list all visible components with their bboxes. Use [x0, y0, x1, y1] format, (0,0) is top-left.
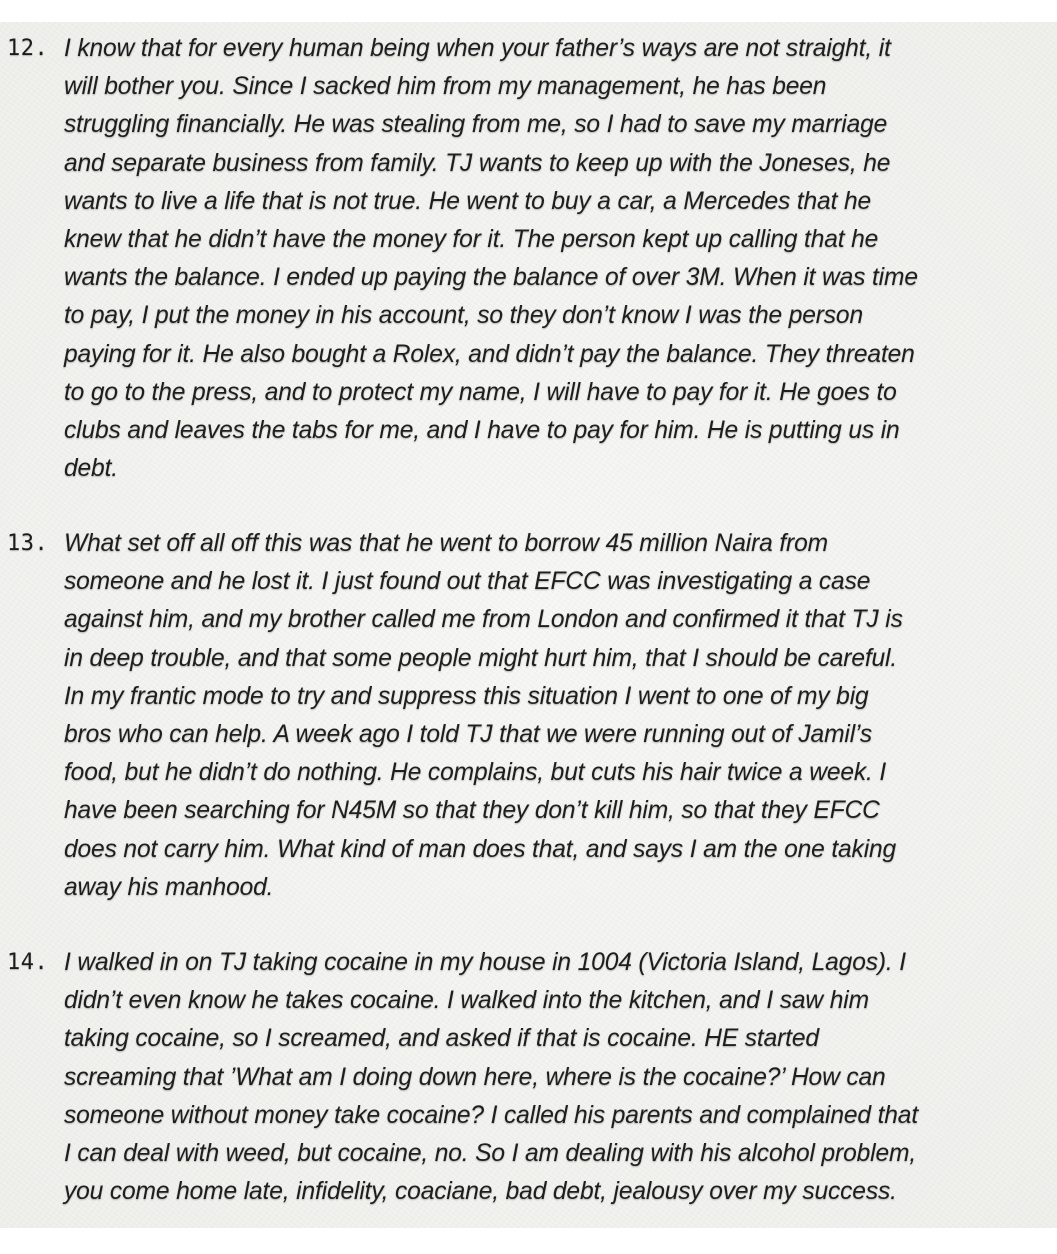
- item-paragraph: I know that for every human being when your father’s ways are not straight, it will bother you. Since I sacked him from my management, he has been struggling financially. He was stealing from me, so I had to save my marriage and separate business from family. TJ wants to keep up with the Joneses, he wants to live a life that is not true. He went to buy a car, a Mercedes that he knew that he didn’t have the money for it. The person kept up calling that he wants the balance. I ended up paying the balance of over 3M. When it was time to pay, I put the money in his account, so they don’t know I was the person paying for it. He also bought a Rolex, and didn’t pay the balance. They threaten to go to the press, and to protect my name, I will have to pay for it. He goes to clubs and leaves the tabs for me, and I have to pay for him. He is putting us in debt.: [64, 35, 918, 483]
- item-paragraph: What set off all off this was that he went to borrow 45 million Naira from someone and he lost it. I just found out that EFCC was investigating a case against him, and my brother called me from London and confirmed it that TJ is in deep trouble, and that some people might hurt him, that I should be careful. In my frantic mode to try and suppress this situation I went to one of my big bros who can help. A week ago I told TJ that we were running out of Jamil’s food, but he didn’t do nothing. He complains, but cuts his hair twice a week. I have been searching for N45M so that they don’t kill him, so that they EFCC does not carry him. What kind of man does that, and says I am the one taking away his manhood.: [64, 530, 903, 901]
- item-paragraph: I walked in on TJ taking cocaine in my house in 1004 (Victoria Island, Lagos). I didn’t even know he takes cocaine. I walked into the kitchen, and I saw him taking cocaine, so I screamed, and asked if that is cocaine. HE started screaming that ’What am I doing down here, where is the cocaine?’ How can someone without money take cocaine? I called his parents and complained that I can deal with weed, but cocaine, no. So I am dealing with his alcohol problem, you come home late, infidelity, coaciane, bad debt, jealousy over my success.: [64, 949, 919, 1206]
- item-number: 12.: [7, 36, 49, 61]
- document-page: [0, 22, 1057, 1228]
- item-number: 13.: [7, 531, 49, 556]
- item-number: 14.: [7, 950, 49, 975]
